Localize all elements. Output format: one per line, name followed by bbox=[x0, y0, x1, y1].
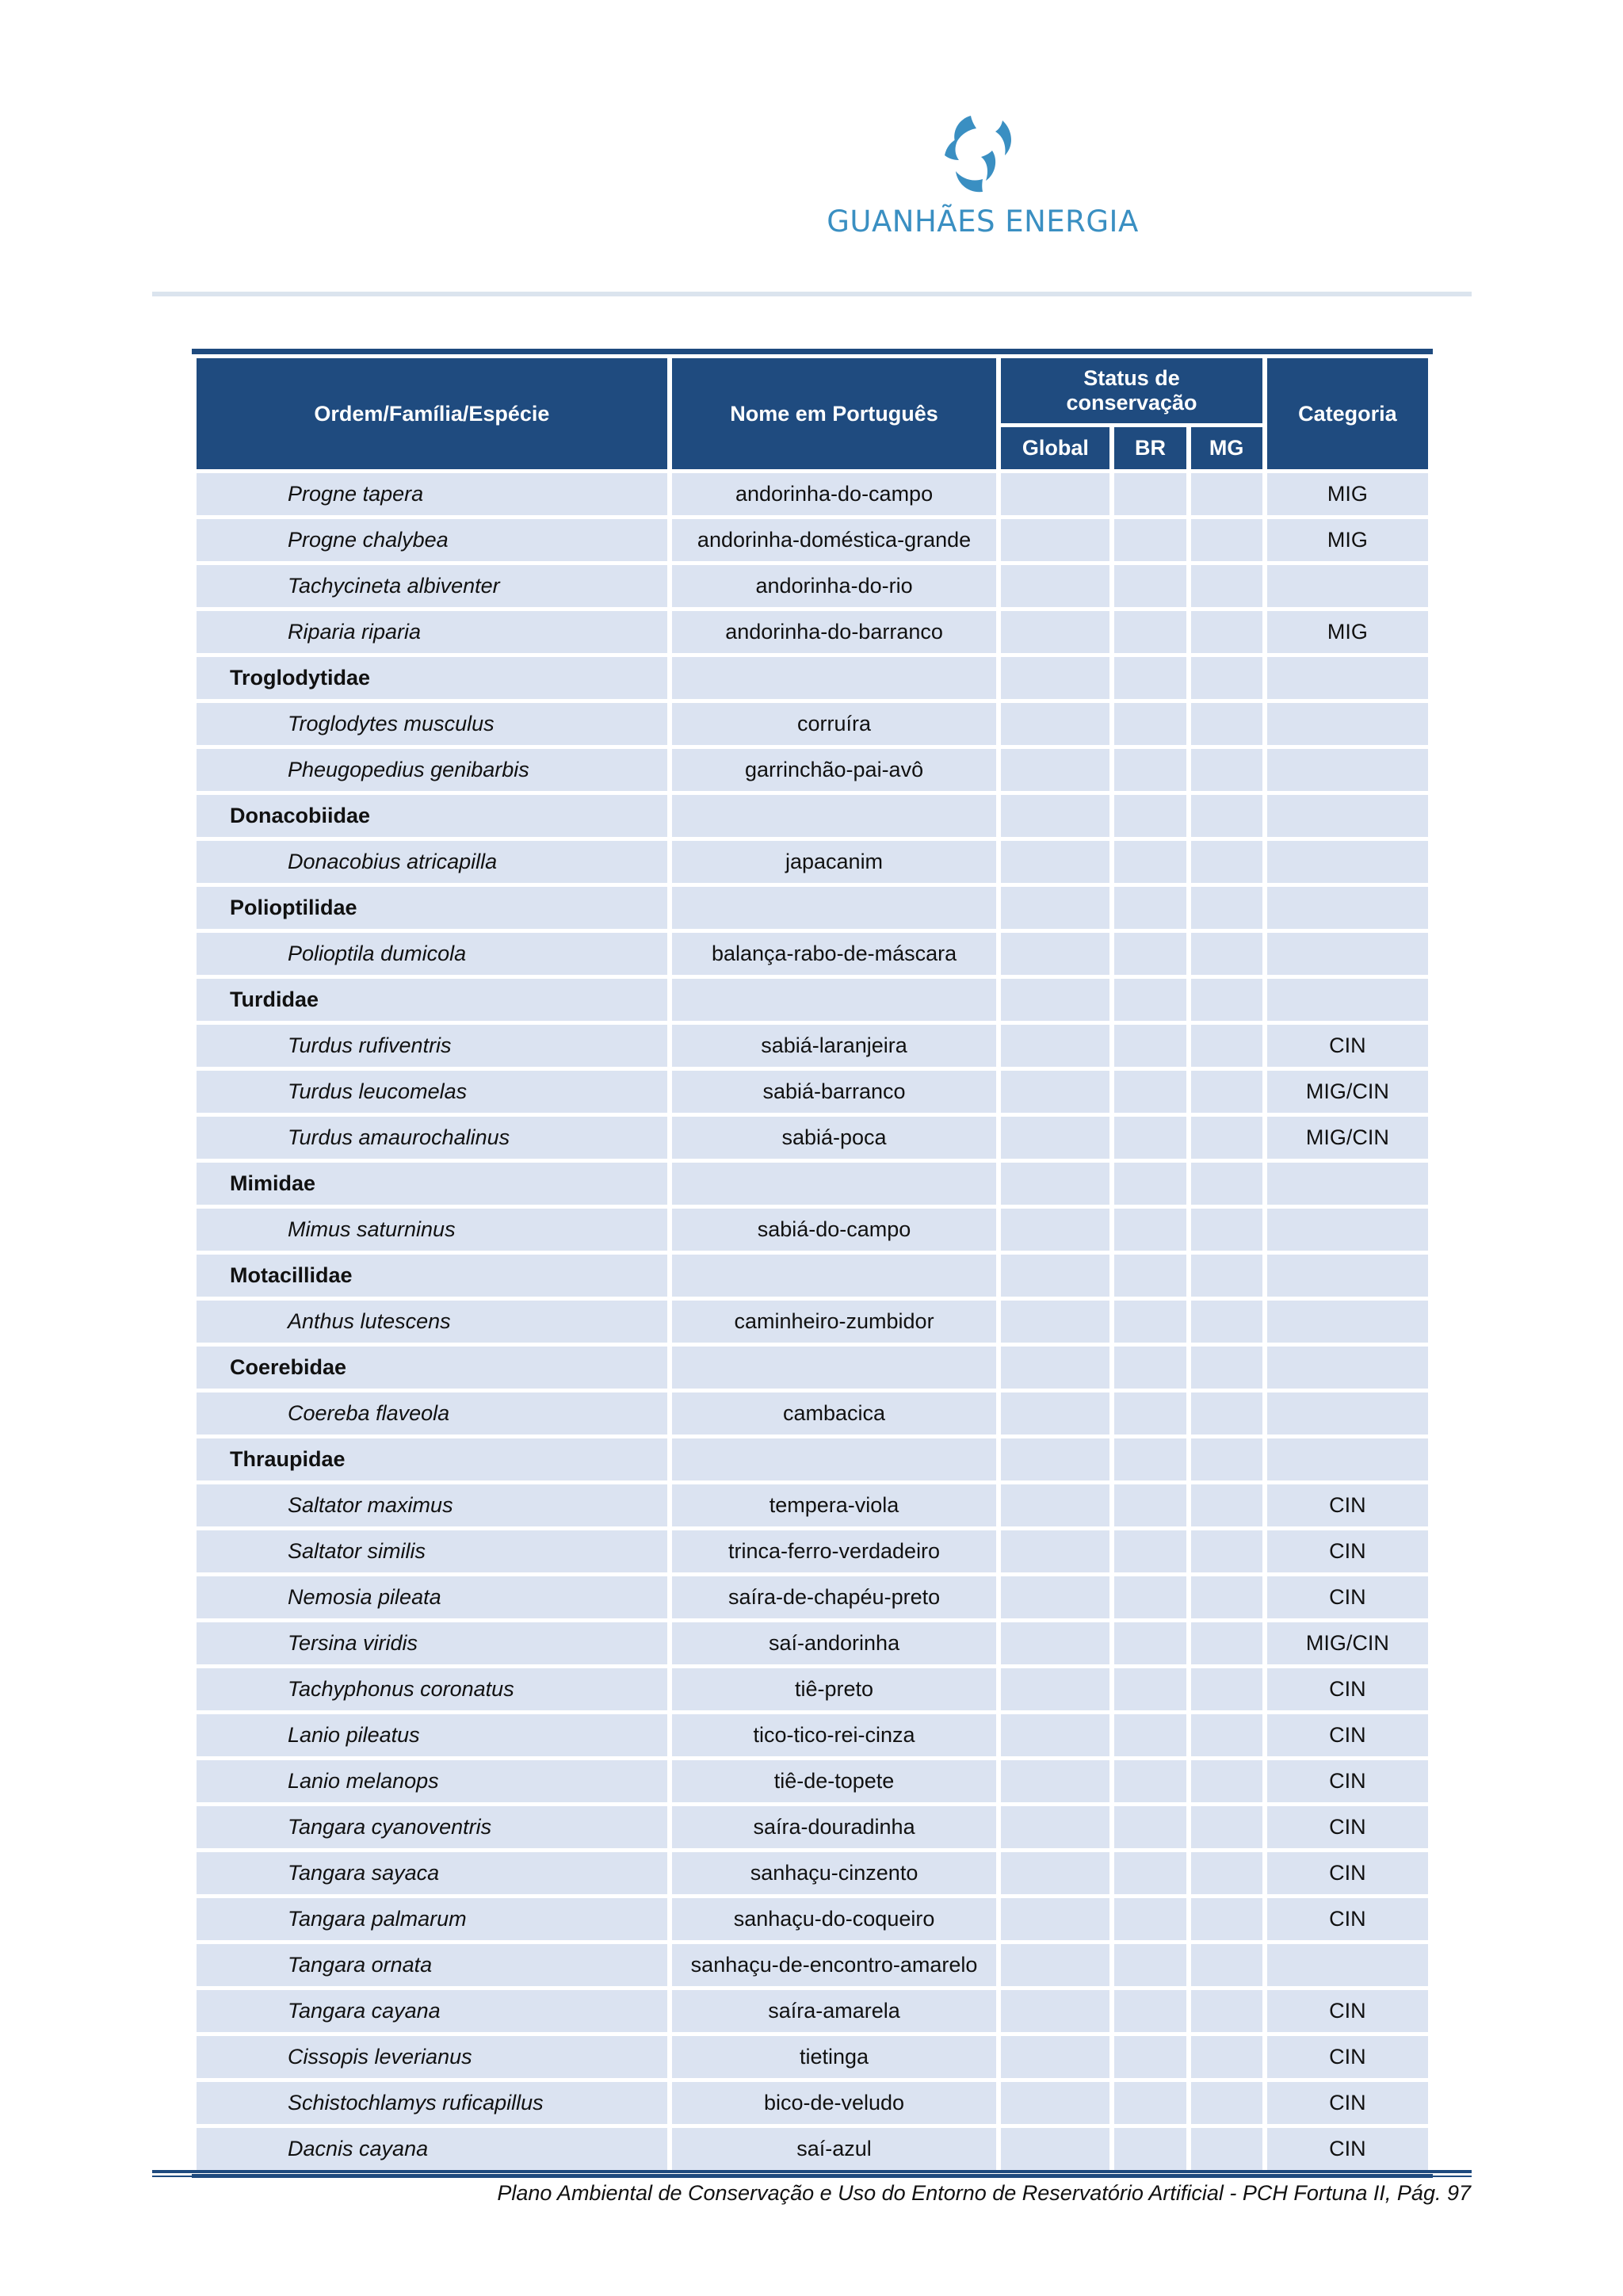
species-row bbox=[197, 1714, 1428, 1756]
common-name-cell: sabiá-barranco bbox=[672, 1071, 997, 1113]
global-status-cell bbox=[1001, 1760, 1109, 1802]
br-status-cell bbox=[1114, 1209, 1186, 1251]
mg-status-cell bbox=[1191, 1301, 1262, 1343]
br-status-cell bbox=[1114, 1163, 1186, 1205]
mg-status-cell bbox=[1191, 1209, 1262, 1251]
br-status-cell bbox=[1114, 1622, 1186, 1664]
mg-status-cell bbox=[1191, 1576, 1262, 1618]
species-row bbox=[197, 1530, 1428, 1572]
family-name-cell: Donacobiidae bbox=[197, 795, 667, 837]
common-name-cell bbox=[672, 1163, 997, 1205]
category-cell: CIN bbox=[1267, 1898, 1428, 1940]
mg-status-cell bbox=[1191, 887, 1262, 929]
species-name-cell: Tangara cyanoventris bbox=[197, 1806, 667, 1848]
family-name-cell: Mimidae bbox=[197, 1163, 667, 1205]
species-name-cell: Tachycineta albiventer bbox=[197, 565, 667, 607]
global-status-cell bbox=[1001, 703, 1109, 745]
family-row bbox=[197, 1438, 1428, 1480]
global-status-cell bbox=[1001, 565, 1109, 607]
global-status-cell bbox=[1001, 979, 1109, 1021]
global-status-cell bbox=[1001, 749, 1109, 791]
common-name-cell bbox=[672, 657, 997, 699]
header-mg: MG bbox=[1191, 427, 1262, 469]
common-name-cell: corruíra bbox=[672, 703, 997, 745]
common-name-cell bbox=[672, 795, 997, 837]
species-name-cell: Turdus amaurochalinus bbox=[197, 1117, 667, 1159]
header-br: BR bbox=[1114, 427, 1186, 469]
mg-status-cell bbox=[1191, 1668, 1262, 1710]
mg-status-cell bbox=[1191, 749, 1262, 791]
mg-status-cell bbox=[1191, 611, 1262, 653]
common-name-cell: sanhaçu-de-encontro-amarelo bbox=[672, 1944, 997, 1986]
species-row bbox=[197, 519, 1428, 561]
species-name-cell: Riparia riparia bbox=[197, 611, 667, 653]
category-cell bbox=[1267, 933, 1428, 975]
global-status-cell bbox=[1001, 1025, 1109, 1067]
global-status-cell bbox=[1001, 1714, 1109, 1756]
common-name-cell: sabiá-poca bbox=[672, 1117, 997, 1159]
global-status-cell bbox=[1001, 933, 1109, 975]
br-status-cell bbox=[1114, 2036, 1186, 2078]
species-row bbox=[197, 1944, 1428, 1986]
species-row bbox=[197, 1852, 1428, 1894]
category-cell: CIN bbox=[1267, 1668, 1428, 1710]
category-cell bbox=[1267, 1392, 1428, 1435]
species-row bbox=[197, 2128, 1428, 2170]
species-name-cell: Tangara palmarum bbox=[197, 1898, 667, 1940]
company-logo bbox=[816, 109, 1149, 244]
common-name-cell: trinca-ferro-verdadeiro bbox=[672, 1530, 997, 1572]
species-row bbox=[197, 933, 1428, 975]
header-conservation-status bbox=[1001, 358, 1262, 423]
species-name-cell: Turdus rufiventris bbox=[197, 1025, 667, 1067]
species-name-cell: Saltator similis bbox=[197, 1530, 667, 1572]
category-cell bbox=[1267, 841, 1428, 883]
species-name-cell: Donacobius atricapilla bbox=[197, 841, 667, 883]
br-status-cell bbox=[1114, 1255, 1186, 1297]
category-cell: CIN bbox=[1267, 1852, 1428, 1894]
family-row bbox=[197, 1163, 1428, 1205]
species-name-cell: Tangara ornata bbox=[197, 1944, 667, 1986]
mg-status-cell bbox=[1191, 657, 1262, 699]
br-status-cell bbox=[1114, 1806, 1186, 1848]
common-name-cell: sabiá-laranjeira bbox=[672, 1025, 997, 1067]
common-name-cell bbox=[672, 1438, 997, 1480]
header-species: Ordem/Família/Espécie bbox=[197, 358, 667, 469]
br-status-cell bbox=[1114, 1668, 1186, 1710]
br-status-cell bbox=[1114, 1530, 1186, 1572]
species-name-cell: Progne chalybea bbox=[197, 519, 667, 561]
global-status-cell bbox=[1001, 657, 1109, 699]
br-status-cell bbox=[1114, 1117, 1186, 1159]
category-cell bbox=[1267, 795, 1428, 837]
category-cell: MIG/CIN bbox=[1267, 1117, 1428, 1159]
category-cell bbox=[1267, 703, 1428, 745]
global-status-cell bbox=[1001, 1622, 1109, 1664]
mg-status-cell bbox=[1191, 2036, 1262, 2078]
mg-status-cell bbox=[1191, 703, 1262, 745]
common-name-cell: tiê-preto bbox=[672, 1668, 997, 1710]
family-row bbox=[197, 657, 1428, 699]
common-name-cell: tempera-viola bbox=[672, 1484, 997, 1526]
category-cell: MIG bbox=[1267, 611, 1428, 653]
footer-divider bbox=[152, 2170, 1472, 2173]
common-name-cell: saíra-de-chapéu-preto bbox=[672, 1576, 997, 1618]
category-cell bbox=[1267, 887, 1428, 929]
species-name-cell: Lanio pileatus bbox=[197, 1714, 667, 1756]
common-name-cell: andorinha-do-rio bbox=[672, 565, 997, 607]
common-name-cell bbox=[672, 979, 997, 1021]
species-table-container bbox=[192, 349, 1433, 2178]
category-cell: CIN bbox=[1267, 1576, 1428, 1618]
common-name-cell: bico-de-veludo bbox=[672, 2082, 997, 2124]
species-name-cell: Polioptila dumicola bbox=[197, 933, 667, 975]
common-name-cell: japacanim bbox=[672, 841, 997, 883]
family-row bbox=[197, 1255, 1428, 1297]
common-name-cell: saí-azul bbox=[672, 2128, 997, 2170]
species-row bbox=[197, 1025, 1428, 1067]
global-status-cell bbox=[1001, 1668, 1109, 1710]
species-row bbox=[197, 749, 1428, 791]
category-cell: CIN bbox=[1267, 1484, 1428, 1526]
species-name-cell: Tersina viridis bbox=[197, 1622, 667, 1664]
species-name-cell: Tangara sayaca bbox=[197, 1852, 667, 1894]
species-row bbox=[197, 1209, 1428, 1251]
mg-status-cell bbox=[1191, 1438, 1262, 1480]
mg-status-cell bbox=[1191, 1117, 1262, 1159]
species-row bbox=[197, 1760, 1428, 1802]
family-row bbox=[197, 795, 1428, 837]
common-name-cell: andorinha-do-campo bbox=[672, 473, 997, 515]
global-status-cell bbox=[1001, 1255, 1109, 1297]
common-name-cell: sanhaçu-do-coqueiro bbox=[672, 1898, 997, 1940]
common-name-cell: sanhaçu-cinzento bbox=[672, 1852, 997, 1894]
category-cell bbox=[1267, 565, 1428, 607]
species-row bbox=[197, 703, 1428, 745]
mg-status-cell bbox=[1191, 1806, 1262, 1848]
species-row bbox=[197, 1990, 1428, 2032]
category-cell bbox=[1267, 1209, 1428, 1251]
common-name-cell: sabiá-do-campo bbox=[672, 1209, 997, 1251]
species-name-cell: Troglodytes musculus bbox=[197, 703, 667, 745]
mg-status-cell bbox=[1191, 1347, 1262, 1389]
mg-status-cell bbox=[1191, 1852, 1262, 1894]
category-cell: CIN bbox=[1267, 1806, 1428, 1848]
page-footer: Plano Ambiental de Conservação e Uso do Entorno de Reservatório Artificial - PCH Fortuna II, Pág. 97 bbox=[497, 2181, 1471, 2205]
species-name-cell: Cissopis leverianus bbox=[197, 2036, 667, 2078]
category-cell: MIG/CIN bbox=[1267, 1622, 1428, 1664]
category-cell bbox=[1267, 657, 1428, 699]
family-row bbox=[197, 979, 1428, 1021]
br-status-cell bbox=[1114, 2128, 1186, 2170]
species-row bbox=[197, 2036, 1428, 2078]
category-cell bbox=[1267, 1255, 1428, 1297]
species-name-cell: Turdus leucomelas bbox=[197, 1071, 667, 1113]
species-name-cell: Saltator maximus bbox=[197, 1484, 667, 1526]
br-status-cell bbox=[1114, 565, 1186, 607]
br-status-cell bbox=[1114, 1071, 1186, 1113]
mg-status-cell bbox=[1191, 1484, 1262, 1526]
species-row bbox=[197, 473, 1428, 515]
global-status-cell bbox=[1001, 1438, 1109, 1480]
category-cell: CIN bbox=[1267, 2128, 1428, 2170]
common-name-cell: andorinha-doméstica-grande bbox=[672, 519, 997, 561]
br-status-cell bbox=[1114, 1898, 1186, 1940]
br-status-cell bbox=[1114, 841, 1186, 883]
category-cell: CIN bbox=[1267, 1990, 1428, 2032]
br-status-cell bbox=[1114, 933, 1186, 975]
mg-status-cell bbox=[1191, 1255, 1262, 1297]
header-global: Global bbox=[1001, 427, 1109, 469]
category-cell: MIG bbox=[1267, 519, 1428, 561]
species-row bbox=[197, 1071, 1428, 1113]
header-common-name: Nome em Português bbox=[672, 358, 997, 469]
category-cell: CIN bbox=[1267, 1530, 1428, 1572]
global-status-cell bbox=[1001, 1990, 1109, 2032]
species-row bbox=[197, 565, 1428, 607]
br-status-cell bbox=[1114, 1990, 1186, 2032]
family-name-cell: Turdidae bbox=[197, 979, 667, 1021]
global-status-cell bbox=[1001, 1944, 1109, 1986]
common-name-cell: garrinchão-pai-avô bbox=[672, 749, 997, 791]
species-row bbox=[197, 1301, 1428, 1343]
br-status-cell bbox=[1114, 1714, 1186, 1756]
footer-divider-thin bbox=[152, 2176, 1472, 2177]
common-name-cell: saí-andorinha bbox=[672, 1622, 997, 1664]
br-status-cell bbox=[1114, 1852, 1186, 1894]
category-cell: MIG/CIN bbox=[1267, 1071, 1428, 1113]
family-name-cell: Polioptilidae bbox=[197, 887, 667, 929]
br-status-cell bbox=[1114, 519, 1186, 561]
global-status-cell bbox=[1001, 887, 1109, 929]
mg-status-cell bbox=[1191, 1622, 1262, 1664]
global-status-cell bbox=[1001, 795, 1109, 837]
mg-status-cell bbox=[1191, 1025, 1262, 1067]
global-status-cell bbox=[1001, 2036, 1109, 2078]
category-cell: CIN bbox=[1267, 1714, 1428, 1756]
species-name-cell: Anthus lutescens bbox=[197, 1301, 667, 1343]
species-name-cell: Nemosia pileata bbox=[197, 1576, 667, 1618]
species-row bbox=[197, 1622, 1428, 1664]
category-cell bbox=[1267, 979, 1428, 1021]
global-status-cell bbox=[1001, 519, 1109, 561]
species-name-cell: Pheugopedius genibarbis bbox=[197, 749, 667, 791]
global-status-cell bbox=[1001, 1806, 1109, 1848]
br-status-cell bbox=[1114, 1760, 1186, 1802]
mg-status-cell bbox=[1191, 933, 1262, 975]
logo-text: GUANHÃES ENERGIA bbox=[827, 204, 1139, 239]
family-row bbox=[197, 1347, 1428, 1389]
species-row bbox=[197, 2082, 1428, 2124]
species-row bbox=[197, 1117, 1428, 1159]
table-body bbox=[197, 473, 1428, 2170]
mg-status-cell bbox=[1191, 1392, 1262, 1435]
family-name-cell: Coerebidae bbox=[197, 1347, 667, 1389]
global-status-cell bbox=[1001, 1484, 1109, 1526]
common-name-cell: saíra-douradinha bbox=[672, 1806, 997, 1848]
br-status-cell bbox=[1114, 795, 1186, 837]
species-row bbox=[197, 1668, 1428, 1710]
category-cell bbox=[1267, 1347, 1428, 1389]
mg-status-cell bbox=[1191, 473, 1262, 515]
global-status-cell bbox=[1001, 1071, 1109, 1113]
species-row bbox=[197, 1806, 1428, 1848]
common-name-cell: balança-rabo-de-máscara bbox=[672, 933, 997, 975]
br-status-cell bbox=[1114, 979, 1186, 1021]
br-status-cell bbox=[1114, 1484, 1186, 1526]
mg-status-cell bbox=[1191, 1163, 1262, 1205]
header-category: Categoria bbox=[1267, 358, 1428, 469]
global-status-cell bbox=[1001, 2082, 1109, 2124]
category-cell: CIN bbox=[1267, 1760, 1428, 1802]
br-status-cell bbox=[1114, 1392, 1186, 1435]
global-status-cell bbox=[1001, 1117, 1109, 1159]
common-name-cell: cambacica bbox=[672, 1392, 997, 1435]
global-status-cell bbox=[1001, 473, 1109, 515]
category-cell: MIG bbox=[1267, 473, 1428, 515]
br-status-cell bbox=[1114, 1576, 1186, 1618]
br-status-cell bbox=[1114, 2082, 1186, 2124]
species-name-cell: Progne tapera bbox=[197, 473, 667, 515]
species-row bbox=[197, 1576, 1428, 1618]
species-name-cell: Mimus saturninus bbox=[197, 1209, 667, 1251]
common-name-cell bbox=[672, 887, 997, 929]
species-name-cell: Schistochlamys ruficapillus bbox=[197, 2082, 667, 2124]
category-cell: CIN bbox=[1267, 1025, 1428, 1067]
category-cell bbox=[1267, 1163, 1428, 1205]
mg-status-cell bbox=[1191, 979, 1262, 1021]
common-name-cell: tico-tico-rei-cinza bbox=[672, 1714, 997, 1756]
mg-status-cell bbox=[1191, 1071, 1262, 1113]
br-status-cell bbox=[1114, 703, 1186, 745]
mg-status-cell bbox=[1191, 519, 1262, 561]
family-name-cell: Thraupidae bbox=[197, 1438, 667, 1480]
mg-status-cell bbox=[1191, 841, 1262, 883]
global-status-cell bbox=[1001, 1163, 1109, 1205]
global-status-cell bbox=[1001, 1301, 1109, 1343]
global-status-cell bbox=[1001, 1347, 1109, 1389]
mg-status-cell bbox=[1191, 1898, 1262, 1940]
mg-status-cell bbox=[1191, 1760, 1262, 1802]
category-cell bbox=[1267, 749, 1428, 791]
species-row bbox=[197, 841, 1428, 883]
common-name-cell: tiê-de-topete bbox=[672, 1760, 997, 1802]
mg-status-cell bbox=[1191, 795, 1262, 837]
common-name-cell: saíra-amarela bbox=[672, 1990, 997, 2032]
header-divider bbox=[152, 292, 1472, 296]
family-name-cell: Motacillidae bbox=[197, 1255, 667, 1297]
species-table bbox=[192, 349, 1433, 2178]
global-status-cell bbox=[1001, 1392, 1109, 1435]
global-status-cell bbox=[1001, 1898, 1109, 1940]
global-status-cell bbox=[1001, 1530, 1109, 1572]
common-name-cell: caminheiro-zumbidor bbox=[672, 1301, 997, 1343]
mg-status-cell bbox=[1191, 1530, 1262, 1572]
category-cell bbox=[1267, 1944, 1428, 1986]
mg-status-cell bbox=[1191, 565, 1262, 607]
category-cell: CIN bbox=[1267, 2036, 1428, 2078]
br-status-cell bbox=[1114, 1025, 1186, 1067]
global-status-cell bbox=[1001, 1209, 1109, 1251]
global-status-cell bbox=[1001, 1576, 1109, 1618]
br-status-cell bbox=[1114, 611, 1186, 653]
header-status-line1: Status de bbox=[1083, 366, 1180, 390]
common-name-cell bbox=[672, 1255, 997, 1297]
species-row bbox=[197, 1898, 1428, 1940]
species-row bbox=[197, 1392, 1428, 1435]
global-status-cell bbox=[1001, 611, 1109, 653]
br-status-cell bbox=[1114, 473, 1186, 515]
species-row bbox=[197, 1484, 1428, 1526]
species-name-cell: Tangara cayana bbox=[197, 1990, 667, 2032]
br-status-cell bbox=[1114, 1944, 1186, 1986]
header-status-line2: conservação bbox=[1066, 391, 1197, 415]
global-status-cell bbox=[1001, 2128, 1109, 2170]
mg-status-cell bbox=[1191, 1944, 1262, 1986]
global-status-cell bbox=[1001, 841, 1109, 883]
mg-status-cell bbox=[1191, 1990, 1262, 2032]
category-cell: CIN bbox=[1267, 2082, 1428, 2124]
species-name-cell: Lanio melanops bbox=[197, 1760, 667, 1802]
swirl-logo-icon bbox=[927, 109, 1026, 201]
category-cell bbox=[1267, 1301, 1428, 1343]
species-name-cell: Tachyphonus coronatus bbox=[197, 1668, 667, 1710]
br-status-cell bbox=[1114, 887, 1186, 929]
common-name-cell: tietinga bbox=[672, 2036, 997, 2078]
br-status-cell bbox=[1114, 1301, 1186, 1343]
br-status-cell bbox=[1114, 1438, 1186, 1480]
family-name-cell: Troglodytidae bbox=[197, 657, 667, 699]
mg-status-cell bbox=[1191, 1714, 1262, 1756]
common-name-cell bbox=[672, 1347, 997, 1389]
species-name-cell: Dacnis cayana bbox=[197, 2128, 667, 2170]
mg-status-cell bbox=[1191, 2082, 1262, 2124]
global-status-cell bbox=[1001, 1852, 1109, 1894]
br-status-cell bbox=[1114, 749, 1186, 791]
category-cell bbox=[1267, 1438, 1428, 1480]
br-status-cell bbox=[1114, 1347, 1186, 1389]
common-name-cell: andorinha-do-barranco bbox=[672, 611, 997, 653]
mg-status-cell bbox=[1191, 2128, 1262, 2170]
family-row bbox=[197, 887, 1428, 929]
br-status-cell bbox=[1114, 657, 1186, 699]
species-name-cell: Coereba flaveola bbox=[197, 1392, 667, 1435]
species-row bbox=[197, 611, 1428, 653]
